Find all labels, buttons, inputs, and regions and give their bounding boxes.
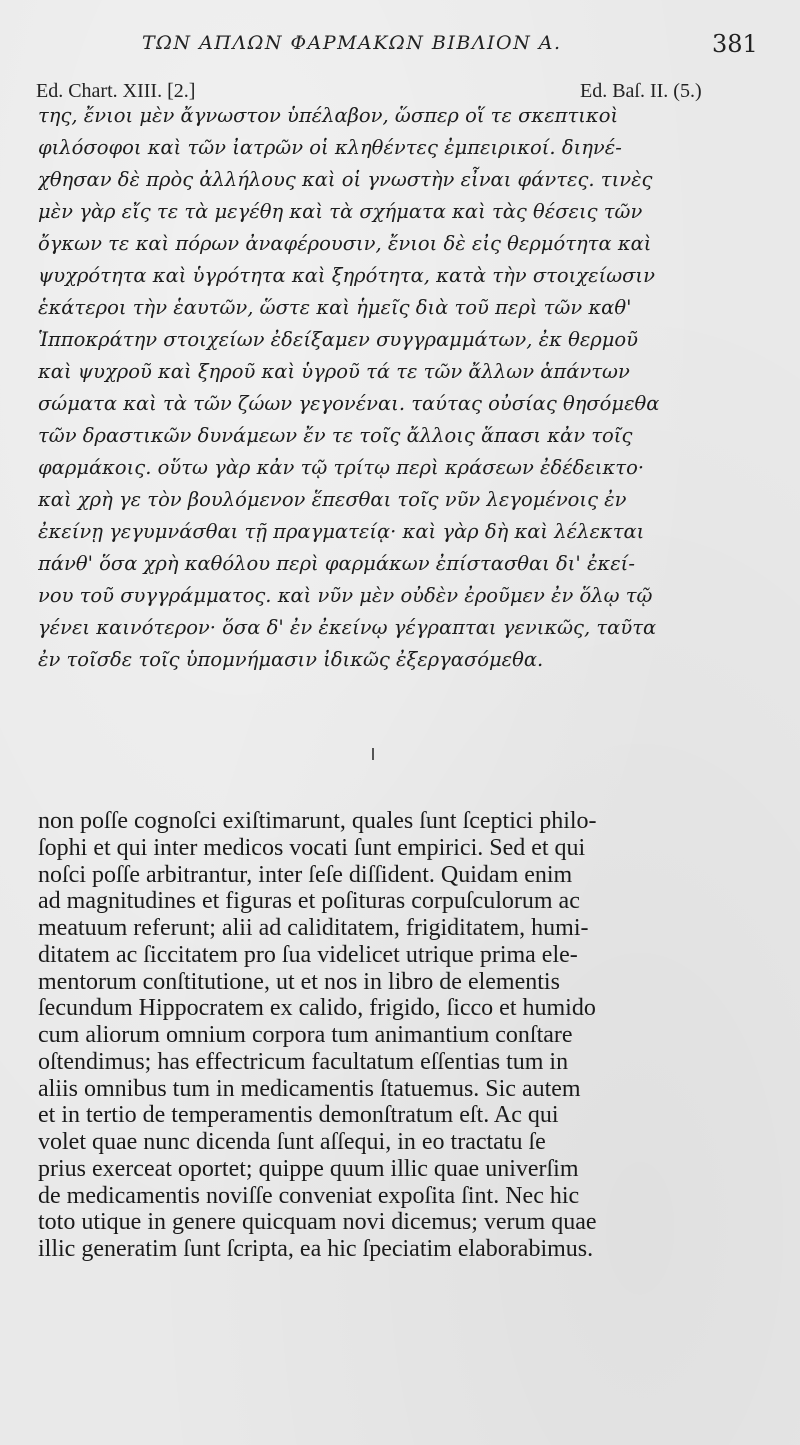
latin-text-line: volet quae nunc dicenda ſunt aſſequi, in eo tractatu ſe bbox=[38, 1129, 546, 1155]
greek-text-line: καὶ χρὴ γε τὸν βουλόμενον ἕπεσθαι τοῖς νῦν λεγομένοις ἐν bbox=[38, 488, 627, 511]
greek-text-line: φαρμάκοις. οὕτω γὰρ κἀν τῷ τρίτῳ περὶ κράσεων ἐδέδεικτο· bbox=[38, 456, 645, 479]
latin-text-line: ſophi et qui inter medicos vocati ſunt empirici. Sed et qui bbox=[38, 834, 586, 861]
edition-reference-right: Ed. Baſ. II. (5.) bbox=[580, 80, 702, 102]
latin-text-line: noſci poſſe arbitrantur, inter ſeſe diſſident. Quidam enim bbox=[38, 861, 573, 888]
latin-text-line: cum aliorum omnium corpora tum animantium conſtare bbox=[38, 1022, 573, 1048]
latin-text-line: illic generatim ſunt ſcripta, ea hic ſpeciatim elaborabimus. bbox=[38, 1236, 594, 1262]
running-title: ΤΩΝ ΑΠΛΩΝ ΦΑΡΜΑΚΩΝ ΒΙΒΛΙΟΝ Α. bbox=[142, 32, 562, 54]
greek-text-line: νου τοῦ συγγράμματος. καὶ νῦν μὲν οὐδὲν ἐροῦμεν ἐν ὅλῳ τῷ bbox=[38, 584, 653, 607]
greek-text-line: ψυχρότητα καὶ ὑγρότητα καὶ ξηρότητα, κατὰ τὴν στοιχείωσιν bbox=[38, 264, 655, 287]
greek-text-line: χθησαν δὲ πρὸς ἀλλήλους καὶ οἱ γνωστὴν εἶναι φάντες. τινὲς bbox=[38, 168, 653, 191]
greek-text-line: ὄγκων τε καὶ πόρων ἀναφέρουσιν, ἔνιοι δὲ εἰς θερμότητα καὶ bbox=[38, 232, 652, 255]
greek-text-line: ἐκείνῃ γεγυμνάσθαι τῇ πραγματείᾳ· καὶ γὰρ δὴ καὶ λέλεκται bbox=[38, 520, 645, 543]
latin-text-block bbox=[38, 808, 768, 1263]
latin-text-line: mentorum conſtitutione, ut et nos in libro de elementis bbox=[38, 968, 560, 995]
section-divider-mark bbox=[372, 748, 374, 760]
latin-text-line: ad magnitudines et figuras et poſituras corpuſculorum ac bbox=[38, 888, 580, 915]
page-number: 381 bbox=[712, 30, 758, 58]
latin-text-line: oſtendimus; has effectricum facultatum eſſentias tum in bbox=[38, 1048, 569, 1075]
edition-reference-left: Ed. Chart. XIII. [2.] bbox=[36, 80, 196, 102]
greek-text-line: μὲν γὰρ εἴς τε τὰ μεγέθη καὶ τὰ σχήματα καὶ τὰς θέσεις τῶν bbox=[38, 200, 643, 223]
greek-text-line: της, ἔνιοι μὲν ἄγνωστον ὑπέλαβον, ὥσπερ οἵ τε σκεπτικοὶ bbox=[38, 104, 619, 127]
latin-text-line: non poſſe cognoſci exiſtimarunt, quales ſunt ſceptici philo- bbox=[38, 808, 597, 834]
greek-text-line: Ἱπποκράτην στοιχείων ἐδείξαμεν συγγραμμάτων, ἐκ θερμοῦ bbox=[38, 328, 639, 351]
greek-text-block bbox=[38, 100, 768, 676]
greek-text-line: γένει καινότερον· ὅσα δ' ἐν ἐκείνῳ γέγραπται γενικῶς, ταῦτα bbox=[38, 616, 657, 639]
latin-text-line: de medicamentis noviſſe conveniat expoſita ſint. Nec hic bbox=[38, 1182, 580, 1209]
latin-text-line: meatuum referunt; alii ad caliditatem, frigiditatem, humi- bbox=[38, 915, 589, 941]
greek-text-line: σώματα καὶ τὰ τῶν ζώων γεγονέναι. ταύτας οὐσίας θησόμεθα bbox=[38, 392, 660, 415]
greek-text-line: πάνθ' ὅσα χρὴ καθόλου περὶ φαρμάκων ἐπίστασθαι δι' ἐκεί- bbox=[38, 552, 635, 575]
latin-text-line: ditatem ac ſiccitatem pro ſua videlicet utrique prima ele- bbox=[38, 941, 578, 968]
latin-text-line: et in tertio de temperamentis demonſtratum eſt. Ac qui bbox=[38, 1102, 559, 1129]
greek-text-line: ἐν τοῖσδε τοῖς ὑπομνήμασιν ἰδικῶς ἐξεργασόμεθα. bbox=[38, 648, 544, 671]
greek-text-line: φιλόσοφοι καὶ τῶν ἰατρῶν οἱ κληθέντες ἐμπειρικοί. διηνέ- bbox=[38, 136, 622, 159]
latin-text-line: aliis omnibus tum in medicamentis ſtatuemus. Sic autem bbox=[38, 1075, 581, 1102]
greek-text-line: τῶν δραστικῶν δυνάμεων ἔν τε τοῖς ἄλλοις ἅπασι κἀν τοῖς bbox=[38, 424, 633, 447]
latin-text-line: toto utique in genere quicquam novi dicemus; verum quae bbox=[38, 1209, 597, 1236]
greek-text-line: καὶ ψυχροῦ καὶ ξηροῦ καὶ ὑγροῦ τά τε τῶν ἄλλων ἁπάντων bbox=[38, 360, 630, 383]
latin-text-line: prius exerceat oportet; quippe quum illic quae univerſim bbox=[38, 1155, 579, 1182]
latin-text-line: ſecundum Hippocratem ex calido, frigido, ſicco et humido bbox=[38, 995, 596, 1022]
greek-text-line: ἑκάτεροι τὴν ἑαυτῶν, ὥστε καὶ ἡμεῖς διὰ τοῦ περὶ τῶν καθ' bbox=[38, 296, 632, 319]
